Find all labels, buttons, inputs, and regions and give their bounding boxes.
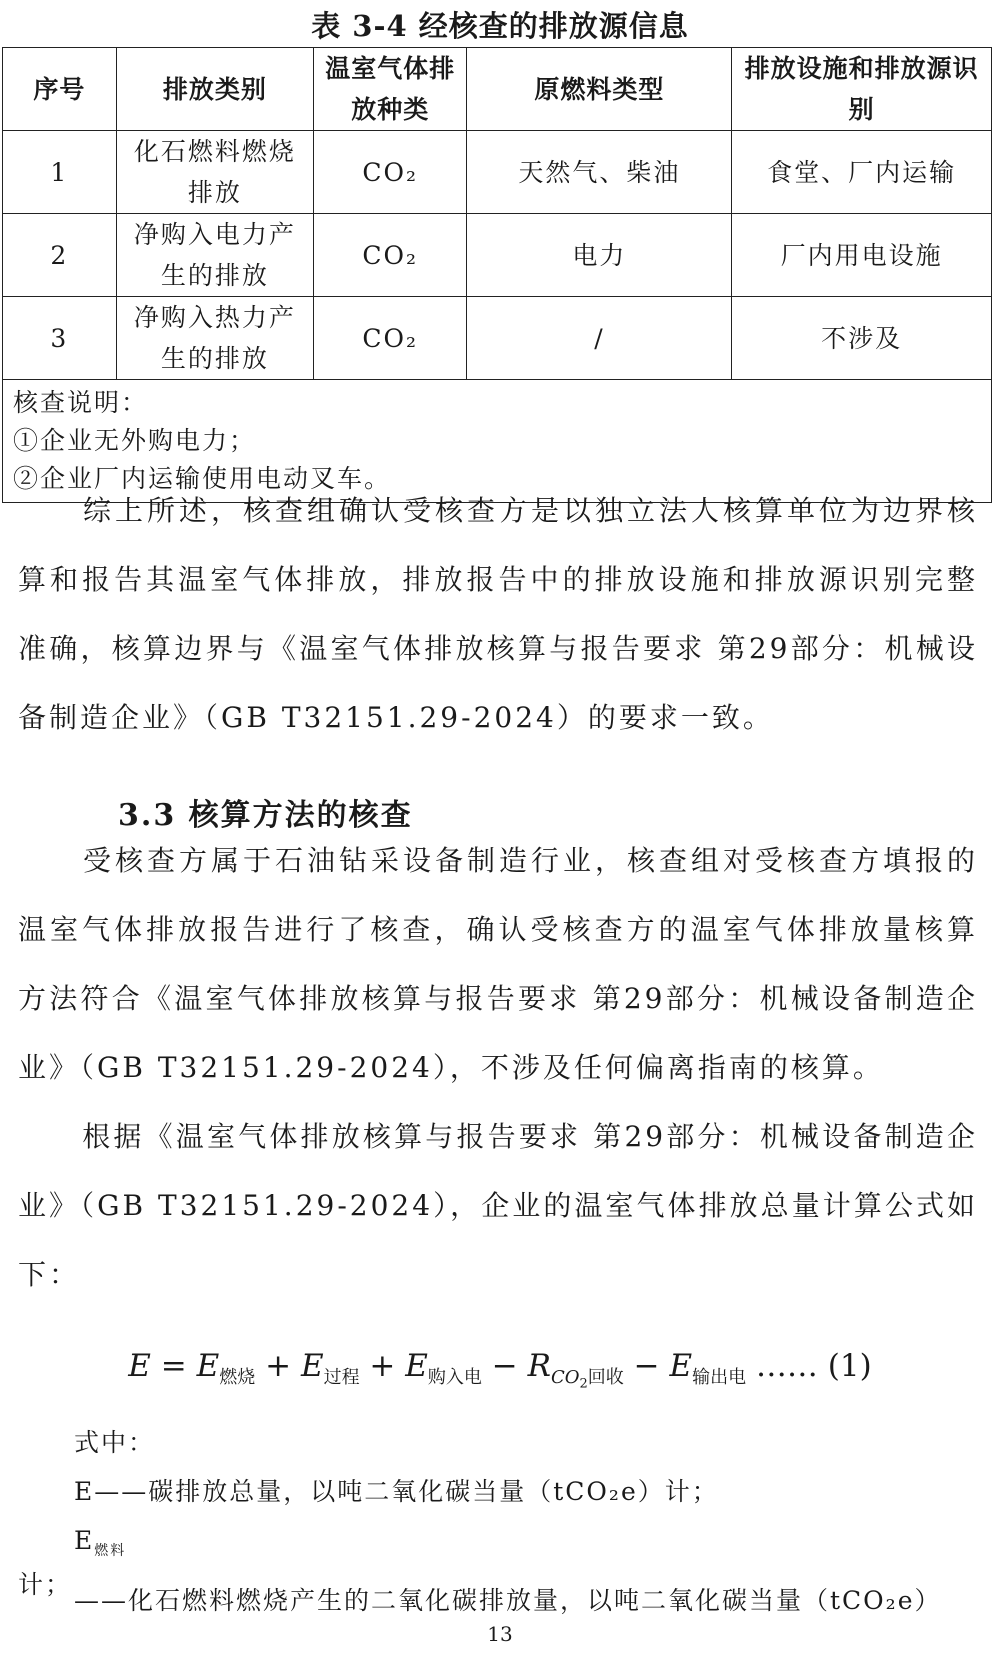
row-gas: CO₂ [314,297,467,380]
formula-operator: − [623,1348,670,1384]
formula-subscript: 过程 [323,1367,360,1389]
row-gas: CO₂ [314,131,467,214]
paragraph-summary [18,476,978,752]
page-number: 13 [487,1622,513,1646]
table-row [3,297,992,380]
definitions-intro: 式中： [74,1428,156,1457]
paragraph-formula-intro [18,1102,978,1309]
formula-operator: = [150,1348,197,1384]
formula-co2-index: 2 [579,1376,588,1392]
row-no: 2 [3,214,117,297]
row-fuel: / [467,297,732,380]
row-facility: 食堂、厂内运输 [732,131,992,214]
definition-symbol: E [74,1526,95,1555]
paragraph-text: 根据《温室气体排放核算与报告要求 第29部分：机械设备制造企业》（GB T32151.29-2024），企业的温室气体排放总量计算公式如下： [18,1120,978,1291]
formula-symbol: E [669,1348,693,1384]
row-facility: 厂内用电设施 [732,214,992,297]
formula-subscript: 输出电 [692,1367,747,1389]
row-facility: 不涉及 [732,297,992,380]
paragraph-method [18,826,978,1102]
note-line: 核查说明： [13,388,149,417]
row-category: 化石燃料燃烧排放 [116,131,313,214]
formula-co2: CO [550,1367,580,1389]
paragraph-text: 综上所述，核查组确认受核查方是以独立法人核算单位为边界核算和报告其温室气体排放，排放报告中的排放设施和排放源识别完整准确，核算边界与《温室气体排放核算与报告要求 第29部分：机械设备制造企业》（GB T32151.29-2024）的要求一致。 [18,494,978,734]
note-line: ②企业厂内运输使用电动叉车。 [13,464,392,493]
formula-symbol: E [196,1348,220,1384]
table-header-row [3,48,992,131]
formula-subscript-text: 回收 [587,1367,624,1389]
formula-operator: − [481,1348,528,1384]
definition-text: ——碳排放总量，以吨二氧化碳当量（tCO₂e）计； [94,1477,719,1506]
header-cell: 原燃料类型 [467,48,732,131]
emission-source-table [2,47,992,503]
header-cell: 温室气体排放种类 [314,48,467,131]
section-heading: 3.3 核算方法的核查 [118,798,413,833]
definition-text: ——化石燃料燃烧产生的二氧化碳排放量，以吨二氧化碳当量（tCO₂e） [74,1586,942,1615]
formula-subscript: 购入电 [427,1367,482,1389]
header-cell: 排放类别 [116,48,313,131]
formula-subscript [550,1367,624,1392]
row-gas: CO₂ [314,214,467,297]
row-category: 净购入热力产生的排放 [116,297,313,380]
row-fuel: 天然气、柴油 [467,131,732,214]
row-category: 净购入电力产生的排放 [116,214,313,297]
formula-subscript: 燃烧 [219,1367,256,1389]
emission-formula [0,1348,1000,1392]
formula-symbol: E [405,1348,428,1384]
table-row [3,214,992,297]
row-no: 3 [3,297,117,380]
row-no: 1 [3,131,117,214]
definition-e [18,1467,988,1516]
formula-symbol: R [527,1348,551,1384]
header-cell: 序号 [3,48,117,131]
definition-subscript: 燃料 [94,1543,127,1559]
formula-operator: + [359,1348,406,1384]
formula-symbol: E [128,1348,151,1384]
formula-number: …… (1) [746,1348,872,1384]
row-fuel: 电力 [467,214,732,297]
note-line: ①企业无外购电力； [13,426,257,455]
header-cell: 排放设施和排放源识别 [732,48,992,131]
table-caption: 表 3-4 经核查的排放源信息 [311,9,689,43]
paragraph-text: 受核查方属于石油钻采设备制造行业，核查组对受核查方填报的温室气体排放报告进行了核查，确认受核查方的温室气体排放量核算方法符合《温室气体排放核算与报告要求 第29部分：机械设备制造企业》（GB T32151.29-2024），不涉及任何偏离指南的核算。 [18,844,978,1084]
formula-symbol: E [300,1348,324,1384]
definition-e-fuel-tail: 计； [18,1570,73,1599]
table-row [3,131,992,214]
formula-operator: + [255,1348,301,1384]
definition-symbol: E [74,1477,95,1506]
